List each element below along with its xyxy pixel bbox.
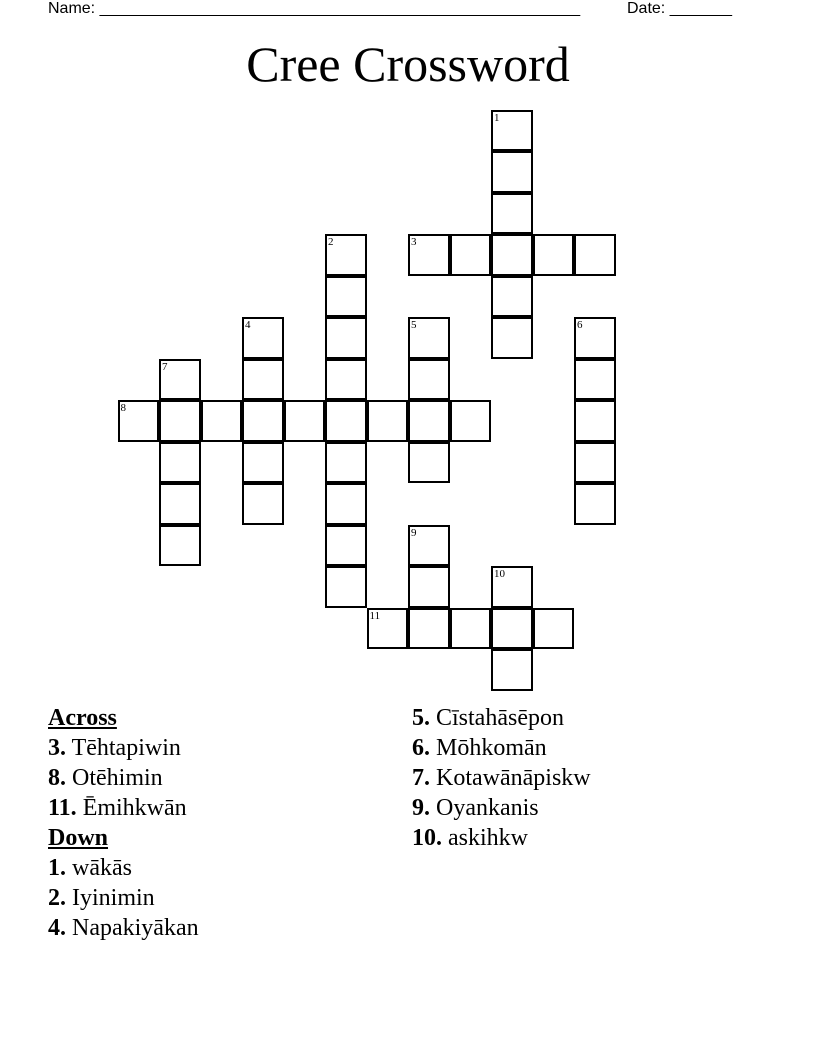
crossword-cell[interactable] xyxy=(408,566,450,608)
crossword-cell[interactable] xyxy=(325,359,367,401)
clue-number: 11. xyxy=(48,795,77,821)
clue-down-6 xyxy=(412,733,591,763)
clues-column-right xyxy=(412,703,591,853)
clue-number: 4. xyxy=(48,915,66,941)
clue-number: 8. xyxy=(48,765,66,791)
crossword-cell[interactable] xyxy=(325,442,367,484)
crossword-cell[interactable] xyxy=(284,400,326,442)
crossword-cell[interactable] xyxy=(491,151,533,193)
crossword-cell[interactable] xyxy=(408,400,450,442)
crossword-cell[interactable] xyxy=(325,317,367,359)
clue-text: Cīstahāsēpon xyxy=(436,705,564,731)
clue-down-10 xyxy=(412,823,591,853)
crossword-cell[interactable] xyxy=(408,608,450,650)
crossword-cell[interactable] xyxy=(367,608,409,650)
clue-number-label: 10 xyxy=(494,568,505,580)
crossword-cell[interactable] xyxy=(242,317,284,359)
crossword-cell[interactable] xyxy=(491,234,533,276)
crossword-cell[interactable] xyxy=(408,234,450,276)
crossword-cell[interactable] xyxy=(574,483,616,525)
crossword-cell[interactable] xyxy=(118,400,160,442)
crossword-cell[interactable] xyxy=(325,400,367,442)
crossword-cell[interactable] xyxy=(159,483,201,525)
crossword-cell[interactable] xyxy=(159,525,201,567)
clue-number-label: 1 xyxy=(494,111,500,124)
crossword-cell[interactable] xyxy=(325,566,367,608)
crossword-cell[interactable] xyxy=(242,359,284,401)
crossword-cell[interactable] xyxy=(450,234,492,276)
clue-number: 3. xyxy=(48,735,66,761)
crossword-cell[interactable] xyxy=(408,525,450,567)
clues-column-left xyxy=(48,703,199,943)
clue-text: Mōhkomān xyxy=(436,735,547,761)
crossword-cell[interactable] xyxy=(533,608,575,650)
crossword-cell[interactable] xyxy=(450,608,492,650)
clue-down-2 xyxy=(48,883,199,913)
clue-text: Kotawānāpiskw xyxy=(436,765,591,791)
crossword-cell[interactable] xyxy=(159,400,201,442)
date-field[interactable]: Date: _______ xyxy=(627,0,732,17)
crossword-cell[interactable] xyxy=(242,442,284,484)
clue-number-label: 2 xyxy=(328,236,334,248)
crossword-cell[interactable] xyxy=(574,442,616,484)
crossword-cell[interactable] xyxy=(325,525,367,567)
crossword-cell[interactable] xyxy=(408,317,450,359)
crossword-cell[interactable] xyxy=(491,649,533,691)
crossword-cell[interactable] xyxy=(242,400,284,442)
clue-down-1 xyxy=(48,853,199,883)
clue-text: askihkw xyxy=(448,825,528,851)
crossword-cell[interactable] xyxy=(367,400,409,442)
crossword-cell[interactable] xyxy=(242,483,284,525)
clue-number-label: 7 xyxy=(162,360,168,373)
clue-number-label: 5 xyxy=(411,319,417,331)
clue-number: 2. xyxy=(48,885,66,911)
clue-across-3 xyxy=(48,733,199,763)
clue-text: Oyankanis xyxy=(436,795,539,821)
crossword-cell[interactable] xyxy=(159,359,201,401)
crossword-cell[interactable] xyxy=(491,566,533,608)
clue-across-8 xyxy=(48,763,199,793)
crossword-cell[interactable] xyxy=(574,234,616,276)
clue-number-label: 11 xyxy=(369,609,381,622)
crossword-cell[interactable] xyxy=(533,234,575,276)
clue-across-11 xyxy=(48,793,199,823)
clue-text: Otēhimin xyxy=(72,765,163,791)
clue-number-label: 9 xyxy=(411,526,417,539)
clue-text: Iyinimin xyxy=(72,885,155,911)
crossword-cell[interactable] xyxy=(408,359,450,401)
crossword-cell[interactable] xyxy=(491,317,533,359)
clue-down-5 xyxy=(412,703,591,733)
crossword-cell[interactable] xyxy=(450,400,492,442)
clue-text: Ēmihkwān xyxy=(82,795,187,821)
crossword-cell[interactable] xyxy=(574,359,616,401)
clue-number: 7. xyxy=(412,765,430,791)
clue-number: 9. xyxy=(412,795,430,821)
crossword-cell[interactable] xyxy=(325,483,367,525)
crossword-cell[interactable] xyxy=(408,442,450,484)
crossword-cell[interactable] xyxy=(325,234,367,276)
clue-number: 1. xyxy=(48,855,66,881)
crossword-cell[interactable] xyxy=(491,110,533,152)
clue-down-7 xyxy=(412,763,591,793)
clue-down-4 xyxy=(48,913,199,943)
clue-number-label: 4 xyxy=(245,319,251,331)
name-field[interactable]: Name: ______________________________________________________ xyxy=(48,0,581,17)
clue-number-label: 6 xyxy=(577,319,583,331)
clue-number: 10. xyxy=(412,825,442,851)
crossword-cell[interactable] xyxy=(201,400,243,442)
clue-number: 6. xyxy=(412,735,430,761)
clue-number-label: 3 xyxy=(411,236,417,248)
clue-text: wākās xyxy=(72,855,132,881)
crossword-cell[interactable] xyxy=(491,608,533,650)
crossword-cell[interactable] xyxy=(159,442,201,484)
crossword-cell[interactable] xyxy=(574,317,616,359)
clue-number-label: 8 xyxy=(120,402,126,414)
clue-text: Tēhtapiwin xyxy=(71,735,181,761)
across-heading: Across xyxy=(48,705,117,731)
down-heading: Down xyxy=(48,825,109,851)
clue-text: Napakiyākan xyxy=(72,915,199,941)
clue-down-9 xyxy=(412,793,591,823)
crossword-cell[interactable] xyxy=(491,276,533,318)
clue-number: 5. xyxy=(412,705,430,731)
crossword-cell[interactable] xyxy=(491,193,533,235)
crossword-cell[interactable] xyxy=(325,276,367,318)
page-title: Cree Crossword xyxy=(246,36,570,92)
crossword-cell[interactable] xyxy=(574,400,616,442)
